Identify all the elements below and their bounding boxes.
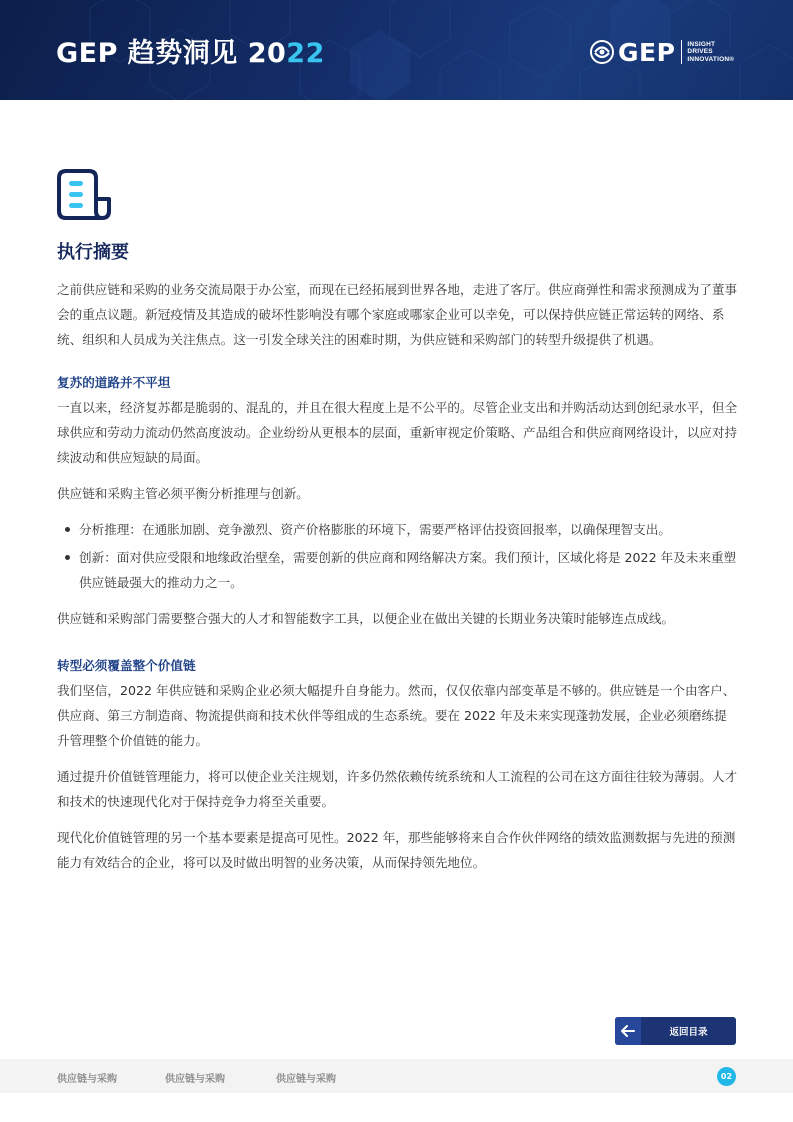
page-footer xyxy=(0,1059,793,1093)
footer-link[interactable]: 供应链与采购 xyxy=(57,1074,117,1085)
bullet-item: 分析推理：在通胀加剧、竞争激烈、资产价格膨胀的环境下，需要严格评估投资回报率，以确保理智支出。 xyxy=(57,517,738,542)
main-content xyxy=(57,277,738,886)
gep-logo[interactable]: GEP INSIGHT DRIVES INNOVATION® xyxy=(590,37,734,67)
subheading-recovery: 复苏的道路并不平坦 xyxy=(57,375,171,390)
gep-swirl-icon xyxy=(590,40,614,64)
arrow-left-icon xyxy=(615,1017,641,1045)
back-to-contents-button[interactable] xyxy=(615,1017,736,1045)
header-title: GEP 趋势洞见 2022 xyxy=(56,38,325,69)
footer-link[interactable]: 供应链与采购 xyxy=(165,1074,225,1085)
subheading-value-chain: 转型必须覆盖整个价值链 xyxy=(57,658,196,673)
paragraph: 供应链和采购主管必须平衡分析推理与创新。 xyxy=(57,486,309,501)
intro-paragraph: 之前供应链和采购的业务交流局限于办公室，而现在已经拓展到世界各地，走进了客厅。供应商弹性和需求预测成为了董事会的重点议题。新冠疫情及其造成的破坏性影响没有哪个家庭或哪家企业可以幸免，可以保持供应链正常运转的网络、系统、组织和人员成为关注焦点。这一引发全球关注的困难时期，为供应链和采购部门的转型升级提供了机遇。 xyxy=(57,282,738,347)
section-title: 执行摘要 xyxy=(57,242,129,263)
paragraph: 我们坚信，2022 年供应链和采购企业必须大幅提升自身能力。然而，仅仅依靠内部变革是不够的。供应链是一个由客户、供应商、第三方制造商、物流提供商和技术伙伴等组成的生态系统。要在 2022 年及未来实现蓬勃发展，企业必须磨练提升管理整个价值链的能力。 xyxy=(57,683,736,748)
paragraph: 供应链和采购部门需要整合强大的人才和智能数字工具，以便企业在做出关键的长期业务决策时能够连点成线。 xyxy=(57,611,675,626)
paragraph: 一直以来，经济复苏都是脆弱的、混乱的，并且在很大程度上是不公平的。尽管企业支出和并购活动达到创纪录水平，但全球供应和劳动力流动仍然高度波动。企业纷纷从更根本的层面，重新审视定价策略、产品组合和供应商网络设计，以应对持续波动和供应短缺的局面。 xyxy=(57,400,738,465)
document-icon xyxy=(56,165,114,223)
paragraph: 现代化价值链管理的另一个基本要素是提高可见性。2022 年，那些能够将来自合作伙伴网络的绩效监测数据与先进的预测能力有效结合的企业，将可以及时做出明智的业务决策，从而保持领先地位。 xyxy=(57,830,736,870)
page-header xyxy=(0,0,793,100)
footer-link[interactable]: 供应链与采购 xyxy=(276,1074,336,1085)
bullet-list xyxy=(57,517,738,595)
bullet-dot-icon xyxy=(65,527,70,532)
bullet-item: 创新：面对供应受限和地缘政治壁垒，需要创新的供应商和网络解决方案。我们预计，区域化将是 2022 年及未来重塑供应链最强大的推动力之一。 xyxy=(57,545,738,595)
bullet-dot-icon xyxy=(65,555,70,560)
page-number-badge: 02 xyxy=(717,1067,736,1086)
back-button-label: 返回目录 xyxy=(669,1027,708,1038)
paragraph: 通过提升价值链管理能力，将可以使企业关注规划，许多仍然依赖传统系统和人工流程的公司在这方面往往较为薄弱。人才和技术的快速现代化对于保持竞争力将至关重要。 xyxy=(57,769,738,809)
